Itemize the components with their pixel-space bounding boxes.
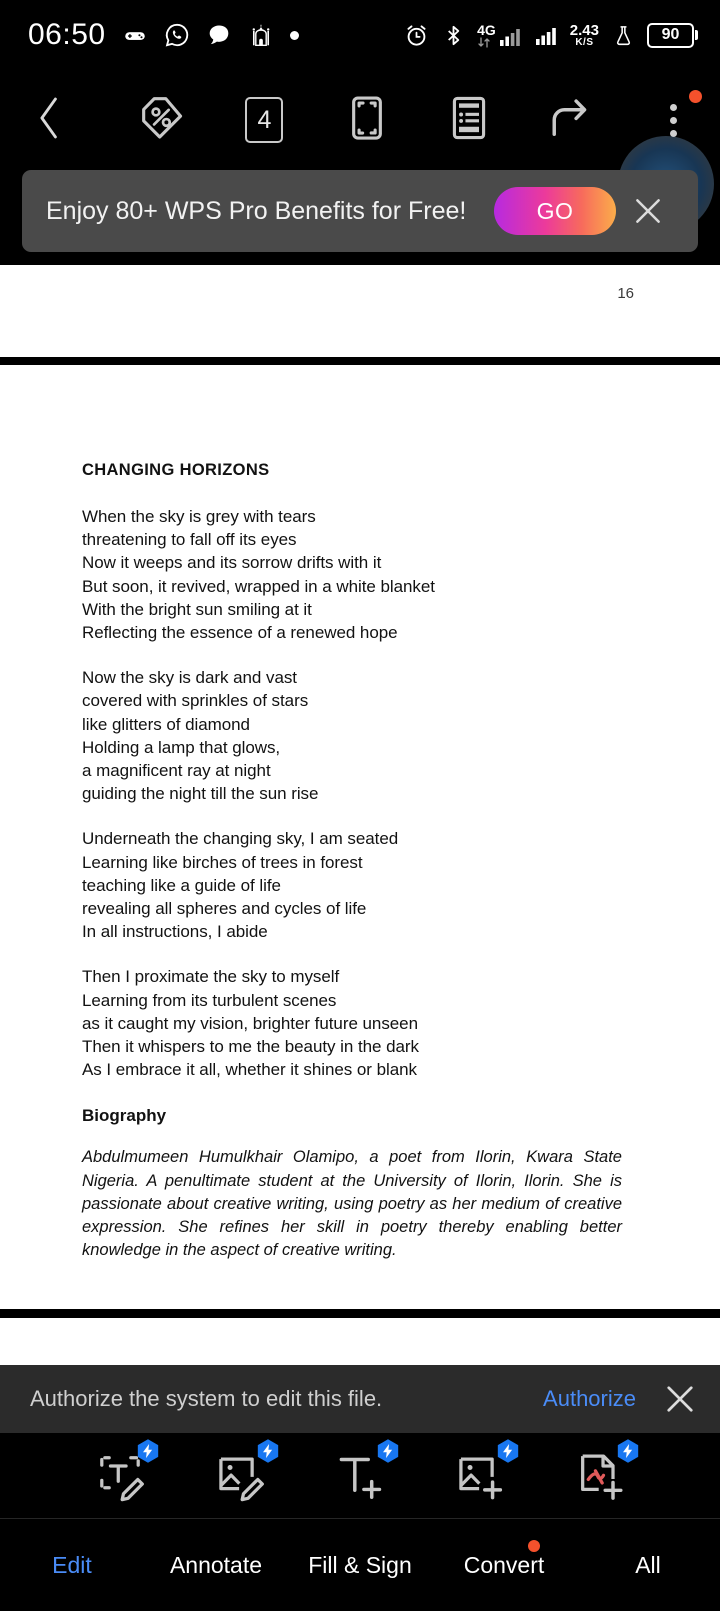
add-text-button[interactable] [321, 1444, 399, 1508]
promo-banner[interactable] [22, 170, 698, 252]
pro-bolt-badge [495, 1438, 521, 1464]
authorize-button[interactable]: Authorize [543, 1386, 636, 1411]
poem-line: Holding a lamp that glows, [82, 737, 281, 757]
battery-tip [695, 30, 698, 40]
tab-convert-label: Convert [463, 1551, 545, 1578]
poem-line: covered with sprinkles of stars [82, 691, 309, 711]
discount-tag-button[interactable] [130, 88, 194, 152]
bluetooth-icon [440, 22, 466, 48]
poem-stanza [82, 505, 640, 644]
tab-annotate[interactable]: Annotate [169, 1551, 263, 1578]
tab-convert-dot [528, 1540, 540, 1552]
page-number-label: 16 [617, 285, 634, 302]
back-button[interactable] [0, 95, 100, 146]
biography-text: Abdulmumeen Humulkhair Olamipo, a poet from Ilorin, Kwara State Nigeria. A penultimate student at the University of Ilorin, Ilorin. She is passionate about creative writing, using poetry as her medium of creative expression. She refines her skill in poetry thereby enabling better knowledge in the aspect of creative writing. [82, 1148, 622, 1260]
quick-tools-row [0, 1433, 720, 1519]
tab-convert[interactable] [432, 1552, 576, 1579]
battery-icon [647, 23, 698, 48]
promo-close-button[interactable] [616, 194, 680, 228]
poem-line: teaching like a guide of life [82, 875, 281, 895]
signal-bars-icon-2 [533, 22, 559, 48]
network-speed [570, 23, 599, 48]
poem-line: Now the sky is dark and vast [82, 668, 297, 688]
poem-line: In all instructions, I abide [82, 922, 268, 942]
tab-fill-and-sign[interactable]: Fill & Sign [308, 1551, 412, 1578]
add-signature-button[interactable] [561, 1444, 639, 1508]
poem-line: With the bright sun smiling at it [82, 599, 312, 619]
page-count-badge: 4 [245, 97, 283, 143]
edit-text-region-button[interactable] [81, 1444, 159, 1508]
edit-image-button[interactable] [201, 1444, 279, 1508]
top-toolbar [0, 70, 720, 170]
outline-button[interactable] [437, 88, 501, 152]
poem-line: revealing all spheres and cycles of life [82, 899, 367, 919]
share-icon [546, 92, 598, 149]
chat-bubble-icon [206, 22, 232, 48]
status-bar [0, 0, 720, 70]
mobile-data-indicator [477, 23, 522, 48]
network-type-label: 4G [477, 21, 496, 38]
tab-all[interactable]: All [635, 1551, 661, 1578]
poem-line: When the sky is grey with tears [82, 507, 316, 526]
authorize-message: Authorize the system to edit this file. [30, 1386, 383, 1411]
pro-bolt-badge [375, 1438, 401, 1464]
overflow-notification-dot [689, 90, 702, 103]
poem-stanza [82, 827, 640, 943]
alarm-icon [403, 22, 429, 48]
poem-line: Then it whispers to me the beauty in the dark [82, 1037, 419, 1057]
clock: 06:50 [28, 18, 106, 51]
promo-banner-wrap [0, 170, 720, 252]
document-viewer[interactable] [0, 265, 720, 1611]
pro-bolt-badge [255, 1438, 281, 1464]
poem-line: guiding the night till the sun rise [82, 784, 319, 804]
network-speed-value: 2.43 [569, 21, 599, 39]
poem-line: Learning from its turbulent scenes [82, 990, 337, 1010]
poem-line: threatening to fall off its eyes [82, 530, 297, 550]
close-icon [662, 1381, 698, 1417]
poem-line: like glitters of diamond [82, 714, 250, 734]
poem-line: Reflecting the essence of a renewed hope [82, 623, 398, 643]
poem-stanza [82, 666, 640, 805]
overflow-menu-icon [670, 104, 677, 137]
flask-icon [610, 22, 636, 48]
pro-bolt-badge [135, 1438, 161, 1464]
network-speed-unit: K/S [575, 36, 594, 48]
next-page-head [0, 1318, 720, 1365]
signal-bars-icon-1 [498, 24, 522, 48]
page-separator [0, 357, 720, 365]
poem-line: Learning like birches of trees in forest [82, 852, 363, 872]
add-image-button[interactable] [441, 1444, 519, 1508]
authorize-bar [0, 1365, 720, 1433]
percent-tag-icon [137, 93, 187, 148]
overflow-menu-button[interactable] [642, 88, 706, 152]
page-content [0, 461, 720, 1262]
tab-edit[interactable]: Edit [52, 1551, 92, 1578]
bottom-tab-bar [0, 1519, 720, 1611]
game-controller-icon [122, 22, 148, 48]
data-arrows-icon [477, 37, 491, 48]
poem-line: Underneath the changing sky, I am seated [82, 829, 399, 849]
promo-message: Enjoy 80+ WPS Pro Benefits for Free! [46, 196, 467, 225]
fit-screen-icon [342, 93, 392, 148]
battery-level: 90 [647, 23, 694, 48]
poem-stanza [82, 965, 640, 1081]
poem-line: Now it weeps and its sorrow drifts with it [82, 553, 382, 573]
document-page [0, 365, 720, 1277]
close-icon [631, 194, 665, 228]
promo-go-button[interactable]: GO [494, 187, 616, 235]
pro-bolt-badge [615, 1438, 641, 1464]
biography-heading: Biography [82, 1106, 167, 1126]
poem-line: Then I proximate the sky to myself [82, 967, 340, 987]
mosque-icon [248, 22, 274, 48]
outline-icon [444, 93, 494, 148]
poem-line: As I embrace it all, whether it shines or blank [82, 1060, 417, 1080]
toolbar-actions [100, 88, 720, 152]
page-separator-bottom [0, 1309, 720, 1318]
poem-line: But soon, it revived, wrapped in a white blanket [82, 576, 435, 596]
authorize-close-button[interactable] [662, 1381, 698, 1417]
fit-screen-button[interactable] [335, 88, 399, 152]
share-button[interactable] [540, 88, 604, 152]
status-bar-left [28, 18, 299, 52]
poem-title: CHANGING HORIZONS [82, 461, 270, 479]
page-count-button[interactable] [232, 88, 296, 152]
whatsapp-icon [164, 22, 190, 48]
back-chevron-icon [33, 95, 67, 146]
dot-icon [290, 31, 299, 40]
previous-page-tail [0, 265, 720, 357]
status-bar-right [403, 22, 698, 48]
poem-line: as it caught my vision, brighter future unseen [82, 1013, 418, 1033]
poem-line: a magnificent ray at night [82, 761, 271, 781]
